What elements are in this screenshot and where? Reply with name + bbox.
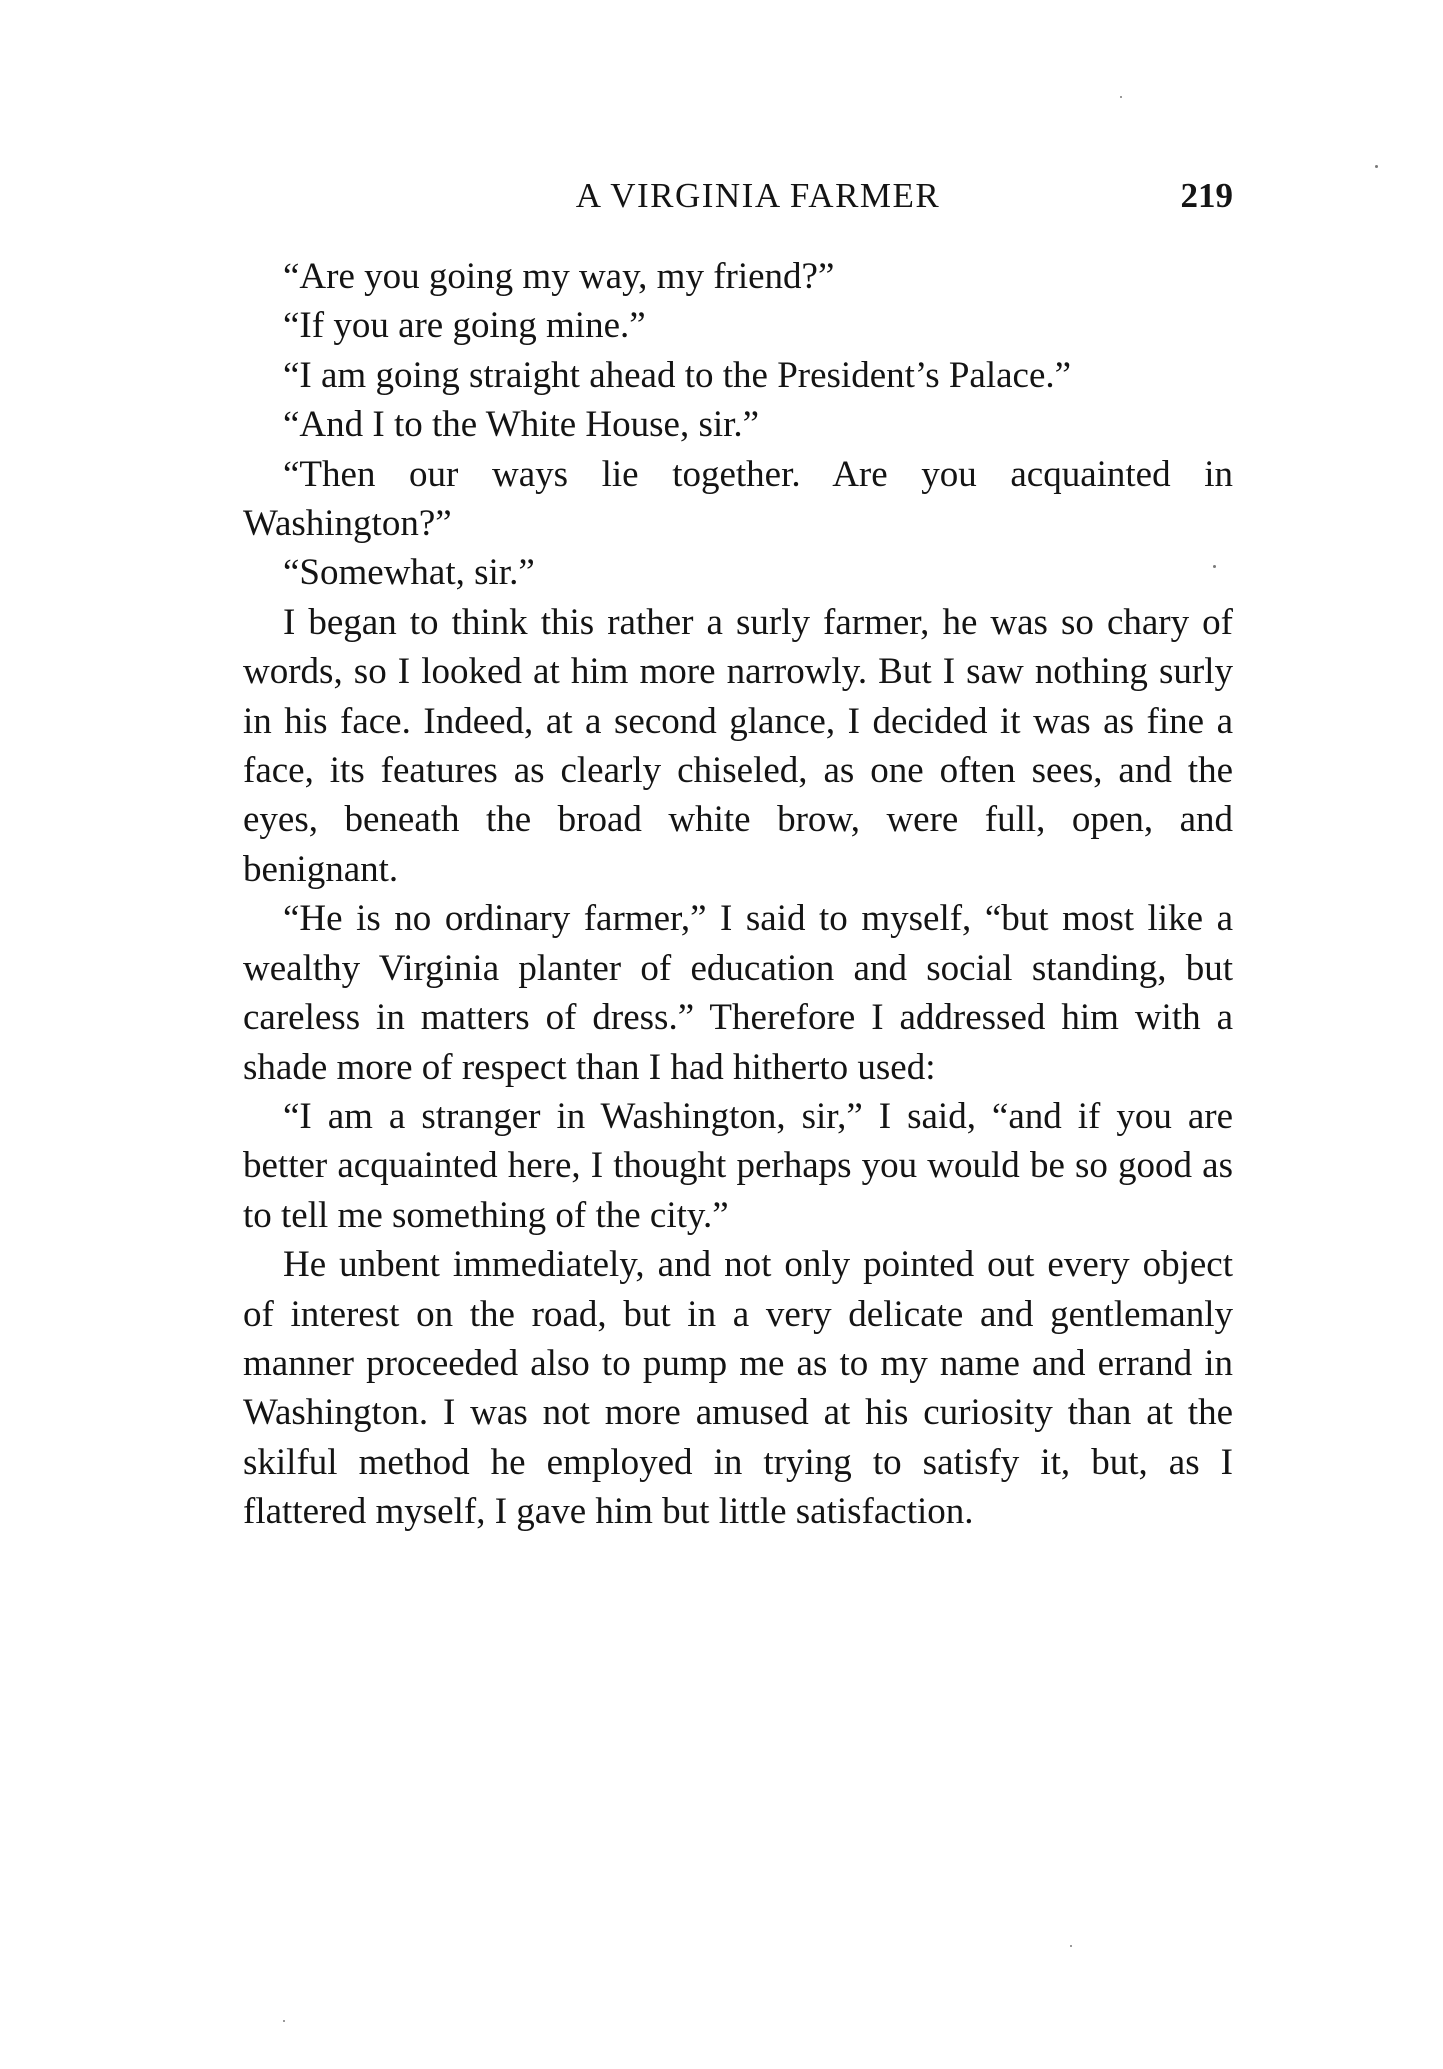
paper-speck [1375,165,1378,168]
paragraph: He unbent immediately, and not only pointed out every object of interest on the road, but in a very delicate and gentlemanly manner proceeded also to pump me as to my name and errand in Washington. I was not more amused at his curiosity than at the skilful method he employed in trying to satisfy it, but, as I flattered myself, I gave him but little satisfaction. [243,1244,1233,1533]
paragraph: “Then our ways lie together. Are you acquainted in Washington?” [243,453,1233,545]
page-header [243,176,1233,226]
paragraph: “He is no ordinary farmer,” I said to myself, “but most like a wealthy Virginia planter of education and social standing, but careless in matters of dress.” Therefore I addressed him with a shade more of respect than I had hitherto used: [243,898,1233,1088]
paragraph: “If you are going mine.” [283,305,646,347]
paragraph: “Are you going my way, my friend?” [283,256,835,297]
paper-speck [1213,565,1216,568]
paragraph: “I am going straight ahead to the President’s Palace.” [283,354,1072,396]
paper-speck [1120,96,1122,98]
paragraph: “Somewhat, sir.” [283,552,535,594]
paragraph: “And I to the White House, sir.” [283,404,760,446]
paragraph: “I am a stranger in Washington, sir,” I said, “and if you are better acquainted here, I thought perhaps you would be so good as to tell me something of the city.” [243,1095,1233,1236]
running-head: A VIRGINIA FARMER [575,176,941,215]
body-text [243,252,1233,1537]
page-number: 219 [1180,176,1233,215]
paper-speck [283,2020,285,2022]
paragraph: I began to think this rather a surly farmer, he was so chary of words, so I looked at him more narrowly. But I saw nothing surly in his face. Indeed, at a second glance, I decided it was as fine a face, its features as clearly chiseled, as one often sees, and the eyes, beneath the broad white brow, were full, open, and benignant. [243,601,1233,890]
paper-speck [1070,1945,1072,1947]
